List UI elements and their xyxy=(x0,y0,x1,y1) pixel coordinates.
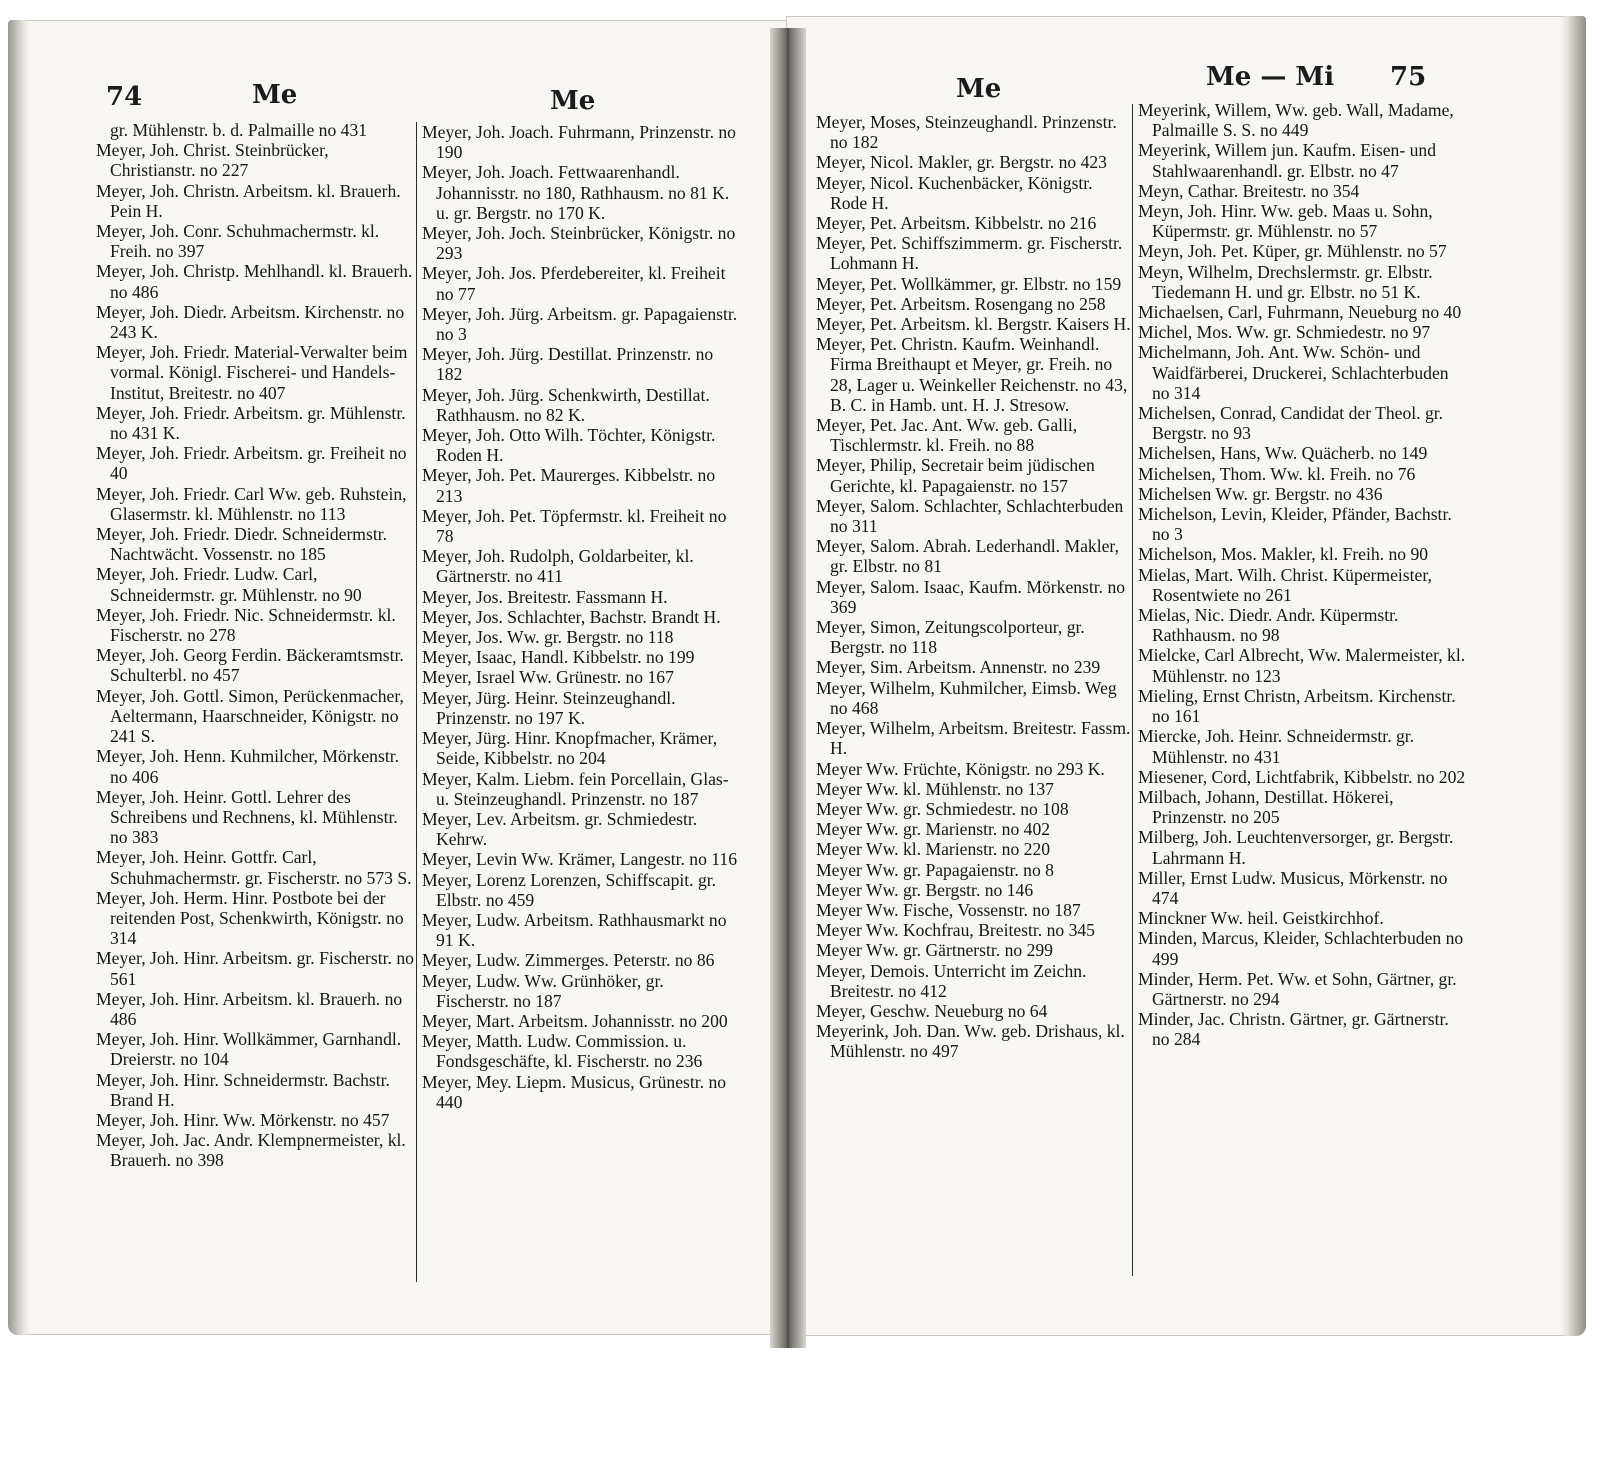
directory-entry: Meyer, Joh. Rudolph, Goldarbeiter, kl. Gärtnerstr. no 411 xyxy=(422,546,694,587)
directory-entry: Mielas, Nic. Diedr. Andr. Küpermstr. Rathhausm. no 98 xyxy=(1138,605,1399,646)
directory-entry: Meyer, Jürg. Hinr. Knopfmacher, Krämer, Seide, Kibbelstr. no 204 xyxy=(422,728,718,769)
directory-entry: Meyer, Jos. Schlachter, Bachstr. Brandt H. xyxy=(422,606,721,627)
directory-entry: Milbach, Johann, Destillat. Hökerei, Prinzenstr. no 205 xyxy=(1138,786,1394,828)
directory-entry: Meyer, Joh. Jürg. Arbeitsm. gr. Papagaienstr. no 3 xyxy=(422,303,738,345)
directory-entry: Meyer Ww. Früchte, Königstr. no 293 K. xyxy=(816,758,1105,779)
directory-entry: Meyer, Joh. Joach. Fettwaarenhandl. Johannisstr. no 180, Rathhausm. no 81 K. u. gr. Bergstr. no 170 K. xyxy=(422,162,730,223)
directory-entry: Meyer, Lev. Arbeitsm. gr. Schmiedestr. Kehrw. xyxy=(422,808,698,850)
directory-entry: Meyer, Geschw. Neueburg no 64 xyxy=(816,1000,1048,1021)
directory-entry: Michelsen Ww. gr. Bergstr. no 436 xyxy=(1138,483,1383,504)
column-rule-right xyxy=(1132,104,1133,1276)
directory-entry: Michelson, Levin, Kleider, Pfänder, Bachstr. no 3 xyxy=(1138,504,1452,545)
directory-entry: Meyer, Pet. Arbeitsm. kl. Bergstr. Kaisers H. xyxy=(816,314,1131,335)
right-page xyxy=(786,16,1586,1336)
directory-entry: Meyer, Philip, Secretair beim jüdischen Gerichte, kl. Papagaienstr. no 157 xyxy=(816,455,1095,496)
directory-entry: Meyer, Joh. Georg Ferdin. Bäckeramtsmstr. Schulterbl. no 457 xyxy=(96,645,404,686)
directory-entry: Miesener, Cord, Lichtfabrik, Kibbelstr. no 202 xyxy=(1138,766,1466,787)
directory-entry: Meyer, Joh. Jürg. Schenkwirth, Destillat. Rathhausm. no 82 K. xyxy=(422,384,710,425)
directory-entry: Meyer, Nicol. Kuchenbäcker, Königstr. Rode H. xyxy=(816,172,1093,213)
directory-entry: Meyer, Joh. Pet. Maurerges. Kibbelstr. no 213 xyxy=(422,465,716,506)
left-column-1 xyxy=(96,120,414,1171)
directory-entry: Meyerink, Joh. Dan. Ww. geb. Drishaus, kl. Mühlenstr. no 497 xyxy=(816,1021,1125,1062)
directory-entry: Meyer, Joh. Hinr. Arbeitsm. gr. Fischerstr. no 561 xyxy=(96,948,414,989)
directory-entry: Meyer, Joh. Henn. Kuhmilcher, Mörkenstr. no 406 xyxy=(96,746,400,787)
directory-entry: Meyer, Salom. Schlachter, Schlachterbuden no 311 xyxy=(816,495,1124,537)
directory-entry: Meyer, Mey. Liepm. Musicus, Grünestr. no 440 xyxy=(422,1071,727,1112)
directory-entry: Meyer, Joh. Christn. Arbeitsm. kl. Brauerh. Pein H. xyxy=(96,180,401,221)
directory-entry: Meyer, Demois. Unterricht im Zeichn. Breitestr. no 412 xyxy=(816,960,1087,1001)
running-head-left-col1: Me xyxy=(252,80,298,110)
directory-entry: Meyer, Simon, Zeitungscolporteur, gr. Bergstr. no 118 xyxy=(816,617,1085,658)
directory-entry: Meyer, Mart. Arbeitsm. Johannisstr. no 200 xyxy=(422,1010,728,1031)
directory-entry: Mieling, Ernst Christn, Arbeitsm. Kirchenstr. no 161 xyxy=(1138,685,1456,727)
directory-entry: Meyer, Lorenz Lorenzen, Schiffscapit. gr. Elbstr. no 459 xyxy=(422,869,717,910)
directory-entry: Meyer, Ludw. Arbeitsm. Rathhausmarkt no 91 K. xyxy=(422,909,727,951)
directory-entry: Meyer, Joh. Christp. Mehlhandl. kl. Brauerh. no 486 xyxy=(96,261,413,302)
directory-entry: Meyn, Joh. Hinr. Ww. geb. Maas u. Sohn, Küpermstr. gr. Mühlenstr. no 57 xyxy=(1138,201,1433,242)
directory-entry: Meyer, Joh. Christ. Steinbrücker, Christianstr. no 227 xyxy=(96,140,329,181)
directory-entry: Meyer, Jürg. Heinr. Steinzeughandl. Prinzenstr. no 197 K. xyxy=(422,687,676,728)
directory-entry: Meyer, Salom. Isaac, Kaufm. Mörkenstr. no 369 xyxy=(816,576,1126,617)
directory-entry: Meyer, Joh. Friedr. Material-Verwalter beim vormal. Königl. Fischerei- und Handels-Institut, Breitestr. no 407 xyxy=(96,342,408,403)
directory-entry: Meyer, Nicol. Makler, gr. Bergstr. no 423 xyxy=(816,152,1107,173)
directory-entry: Minden, Marcus, Kleider, Schlachterbuden no 499 xyxy=(1138,928,1464,969)
directory-entry: gr. Mühlenstr. b. d. Palmaille no 431 xyxy=(110,120,368,140)
left-page xyxy=(8,20,790,1335)
directory-entry: Mielcke, Carl Albrecht, Ww. Malermeister, kl. Mühlenstr. no 123 xyxy=(1138,645,1466,686)
directory-entry: Meyer, Joh. Jürg. Destillat. Prinzenstr. no 182 xyxy=(422,344,714,385)
directory-entry: Michaelsen, Carl, Fuhrmann, Neueburg no 40 xyxy=(1138,302,1462,323)
directory-entry: Minckner Ww. heil. Geistkirchhof. xyxy=(1138,908,1384,929)
running-head-right-col2: Me — Mi xyxy=(1206,62,1335,92)
directory-entry: Meyer, Pet. Jac. Ant. Ww. geb. Galli, Tischlermstr. kl. Freih. no 88 xyxy=(816,415,1078,456)
directory-entry: Meyer, Joh. Herm. Hinr. Postbote bei der reitenden Post, Schenkwirth, Königstr. no 314 xyxy=(96,887,404,949)
directory-entry: Michelsen, Thom. Ww. kl. Freih. no 76 xyxy=(1138,463,1416,484)
directory-entry: Meyer, Joh. Friedr. Arbeitsm. gr. Mühlenstr. no 431 K. xyxy=(96,402,406,444)
directory-entry: Michelsen, Conrad, Candidat der Theol. gr. Bergstr. no 93 xyxy=(1138,403,1444,444)
directory-entry: Miller, Ernst Ludw. Musicus, Mörkenstr. no 474 xyxy=(1138,867,1448,908)
directory-entry: Meyer, Joh. Hinr. Ww. Mörkenstr. no 457 xyxy=(96,1109,390,1130)
directory-entry: Meyer, Joh. Otto Wilh. Töchter, Königstr. Roden H. xyxy=(422,425,716,466)
directory-entry: Meyer, Moses, Steinzeughandl. Prinzenstr. no 182 xyxy=(816,112,1117,153)
directory-entry: Meyer, Joh. Joach. Fuhrmann, Prinzenstr. no 190 xyxy=(422,122,736,163)
directory-entry: Meyer, Joh. Gottl. Simon, Perückenmacher, Aeltermann, Haarschneider, Königstr. no 241 S. xyxy=(96,685,404,747)
left-column-2 xyxy=(422,122,738,1112)
directory-entry: Meyer, Jos. Ww. gr. Bergstr. no 118 xyxy=(422,627,674,648)
directory-entry: Meyer, Joh. Joch. Steinbrücker, Königstr. no 293 xyxy=(422,223,736,264)
directory-entry: Mielas, Mart. Wilh. Christ. Küpermeister, Rosentwiete no 261 xyxy=(1138,564,1432,605)
directory-entry: Meyer Ww. kl. Marienstr. no 220 xyxy=(816,839,1051,860)
directory-entry: Meyer, Jos. Breitestr. Fassmann H. xyxy=(422,586,668,607)
directory-entry: Meyer, Wilhelm, Arbeitsm. Breitestr. Fassm. H. xyxy=(816,718,1131,759)
directory-entry: Meyer, Joh. Jac. Andr. Klempnermeister, kl. Brauerh. no 398 xyxy=(96,1130,406,1171)
directory-entry: Minder, Jac. Christn. Gärtner, gr. Gärtnerstr. no 284 xyxy=(1138,1009,1449,1050)
directory-entry: Meyer, Joh. Diedr. Arbeitsm. Kirchenstr. no 243 K. xyxy=(96,301,405,343)
directory-entry: Meyer, Matth. Ludw. Commission. u. Fondsgeschäfte, kl. Fischerstr. no 236 xyxy=(422,1031,703,1072)
directory-entry: Meyer Ww. kl. Mühlenstr. no 137 xyxy=(816,778,1054,799)
directory-entry: Michel, Mos. Ww. gr. Schmiedestr. no 97 xyxy=(1138,322,1431,343)
directory-entry: Meyn, Cathar. Breitestr. no 354 xyxy=(1138,180,1360,201)
directory-entry: Meyer, Joh. Pet. Töpfermstr. kl. Freiheit no 78 xyxy=(422,505,727,547)
directory-entry: Meyer, Sim. Arbeitsm. Annenstr. no 239 xyxy=(816,657,1101,678)
directory-entry: Meyer, Ludw. Zimmerges. Peterstr. no 86 xyxy=(422,950,715,971)
directory-entry: Meyer, Joh. Friedr. Diedr. Schneidermstr. Nachtwächt. Vossenstr. no 185 xyxy=(96,524,388,565)
directory-entry: Meyer, Pet. Christn. Kaufm. Weinhandl. Firma Breithaupt et Meyer, gr. Freih. no 28, Lager u. Weinkeller Reichenstr. no 43, B. C. in Hamb. unt. H. J. Stresow. xyxy=(816,334,1128,415)
directory-entry: Meyer, Joh. Hinr. Arbeitsm. kl. Brauerh. no 486 xyxy=(96,988,403,1029)
book-gutter xyxy=(770,28,806,1348)
column-rule-left xyxy=(416,122,417,1282)
directory-entry: Meyer, Joh. Friedr. Arbeitsm. gr. Freiheit no 40 xyxy=(96,443,407,484)
directory-entry: Meyn, Joh. Pet. Küper, gr. Mühlenstr. no 57 xyxy=(1138,241,1447,262)
directory-entry: Meyer, Joh. Hinr. Wollkämmer, Garnhandl. Dreierstr. no 104 xyxy=(96,1029,402,1070)
directory-entry: Meyer, Joh. Conr. Schuhmachermstr. kl. Freih. no 397 xyxy=(96,221,380,262)
directory-entry: Minder, Herm. Pet. Ww. et Sohn, Gärtner, gr. Gärtnerstr. no 294 xyxy=(1138,968,1457,1009)
running-head-left-col2: Me xyxy=(550,86,596,116)
page-number-right: 75 xyxy=(1390,62,1427,92)
directory-entry: Meyer, Isaac, Handl. Kibbelstr. no 199 xyxy=(422,647,695,668)
directory-entry: Meyer, Pet. Arbeitsm. Kibbelstr. no 216 xyxy=(816,213,1097,234)
directory-entry: Meyer, Joh. Heinr. Gottfr. Carl, Schuhmachermstr. gr. Fischerstr. no 573 S. xyxy=(96,847,412,888)
directory-entry: Meyer, Joh. Heinr. Gottl. Lehrer des Schreibens und Rechnens, kl. Mühlenstr. no 383 xyxy=(96,786,398,848)
directory-entry: Meyer, Levin Ww. Krämer, Langestr. no 116 xyxy=(422,849,738,870)
directory-entry: Meyer Ww. gr. Bergstr. no 146 xyxy=(816,879,1034,900)
directory-entry: Meyer, Pet. Wollkämmer, gr. Elbstr. no 159 xyxy=(816,273,1122,294)
directory-entry: Meyerink, Willem, Ww. geb. Wall, Madame, Palmaille S. S. no 449 xyxy=(1138,100,1454,141)
directory-entry: Michelson, Mos. Makler, kl. Freih. no 90 xyxy=(1138,544,1429,565)
directory-entry: Meyer, Wilhelm, Kuhmilcher, Eimsb. Weg no 468 xyxy=(816,677,1117,718)
directory-entry: Meyer, Pet. Arbeitsm. Rosengang no 258 xyxy=(816,293,1106,314)
running-head-right-col1: Me xyxy=(956,74,1002,104)
directory-entry: Meyer, Kalm. Liebm. fein Porcellain, Glas- u. Steinzeughandl. Prinzenstr. no 187 xyxy=(422,768,729,809)
directory-entry: Meyer, Joh. Hinr. Schneidermstr. Bachstr. Brand H. xyxy=(96,1069,390,1110)
directory-entry: Meyer Ww. gr. Schmiedestr. no 108 xyxy=(816,798,1069,819)
directory-entry: Meyer, Ludw. Ww. Grünhöker, gr. Fischerstr. no 187 xyxy=(422,970,664,1011)
directory-entry: Meyer, Joh. Friedr. Nic. Schneidermstr. kl. Fischerstr. no 278 xyxy=(96,604,396,646)
directory-entry: Meyer Ww. gr. Gärtnerstr. no 299 xyxy=(816,940,1053,961)
directory-entry: Milberg, Joh. Leuchtenversorger, gr. Bergstr. Lahrmann H. xyxy=(1138,827,1454,868)
directory-entry: Meyer, Joh. Friedr. Ludw. Carl, Schneidermstr. gr. Mühlenstr. no 90 xyxy=(96,564,362,605)
directory-entry: Miercke, Joh. Heinr. Schneidermstr. gr. Mühlenstr. no 431 xyxy=(1138,726,1415,767)
directory-entry: Meyer, Joh. Friedr. Carl Ww. geb. Ruhstein, Glasermstr. kl. Mühlenstr. no 113 xyxy=(96,483,407,524)
directory-entry: Meyn, Wilhelm, Drechslermstr. gr. Elbstr. Tiedemann H. und gr. Elbstr. no 51 K. xyxy=(1138,261,1433,302)
directory-entry: Michelsen, Hans, Ww. Quächerb. no 149 xyxy=(1138,443,1428,464)
directory-entry: Meyer Ww. Kochfrau, Breitestr. no 345 xyxy=(816,920,1095,941)
directory-entry: Michelmann, Joh. Ant. Ww. Schön- und Waidfärberei, Druckerei, Schlachterbuden no 314 xyxy=(1138,342,1449,403)
right-column-1 xyxy=(816,112,1132,1062)
right-column-2 xyxy=(1138,100,1468,1050)
directory-entry: Meyer Ww. gr. Papagaienstr. no 8 xyxy=(816,859,1054,880)
directory-entry: Meyer, Pet. Schiffszimmerm. gr. Fischerstr. Lohmann H. xyxy=(816,233,1123,274)
directory-entry: Meyer Ww. Fische, Vossenstr. no 187 xyxy=(816,899,1081,920)
directory-entry: Meyer, Salom. Abrah. Lederhandl. Makler, gr. Elbstr. no 81 xyxy=(816,536,1119,577)
page-number-left: 74 xyxy=(106,82,143,112)
directory-entry: Meyer, Joh. Jos. Pferdebereiter, kl. Freiheit no 77 xyxy=(422,263,726,304)
directory-entry: Meyerink, Willem jun. Kaufm. Eisen- und Stahlwaarenhandl. gr. Elbstr. no 47 xyxy=(1138,140,1437,181)
directory-entry: Meyer Ww. gr. Marienstr. no 402 xyxy=(816,819,1051,840)
directory-entry: Meyer, Israel Ww. Grünestr. no 167 xyxy=(422,667,674,688)
